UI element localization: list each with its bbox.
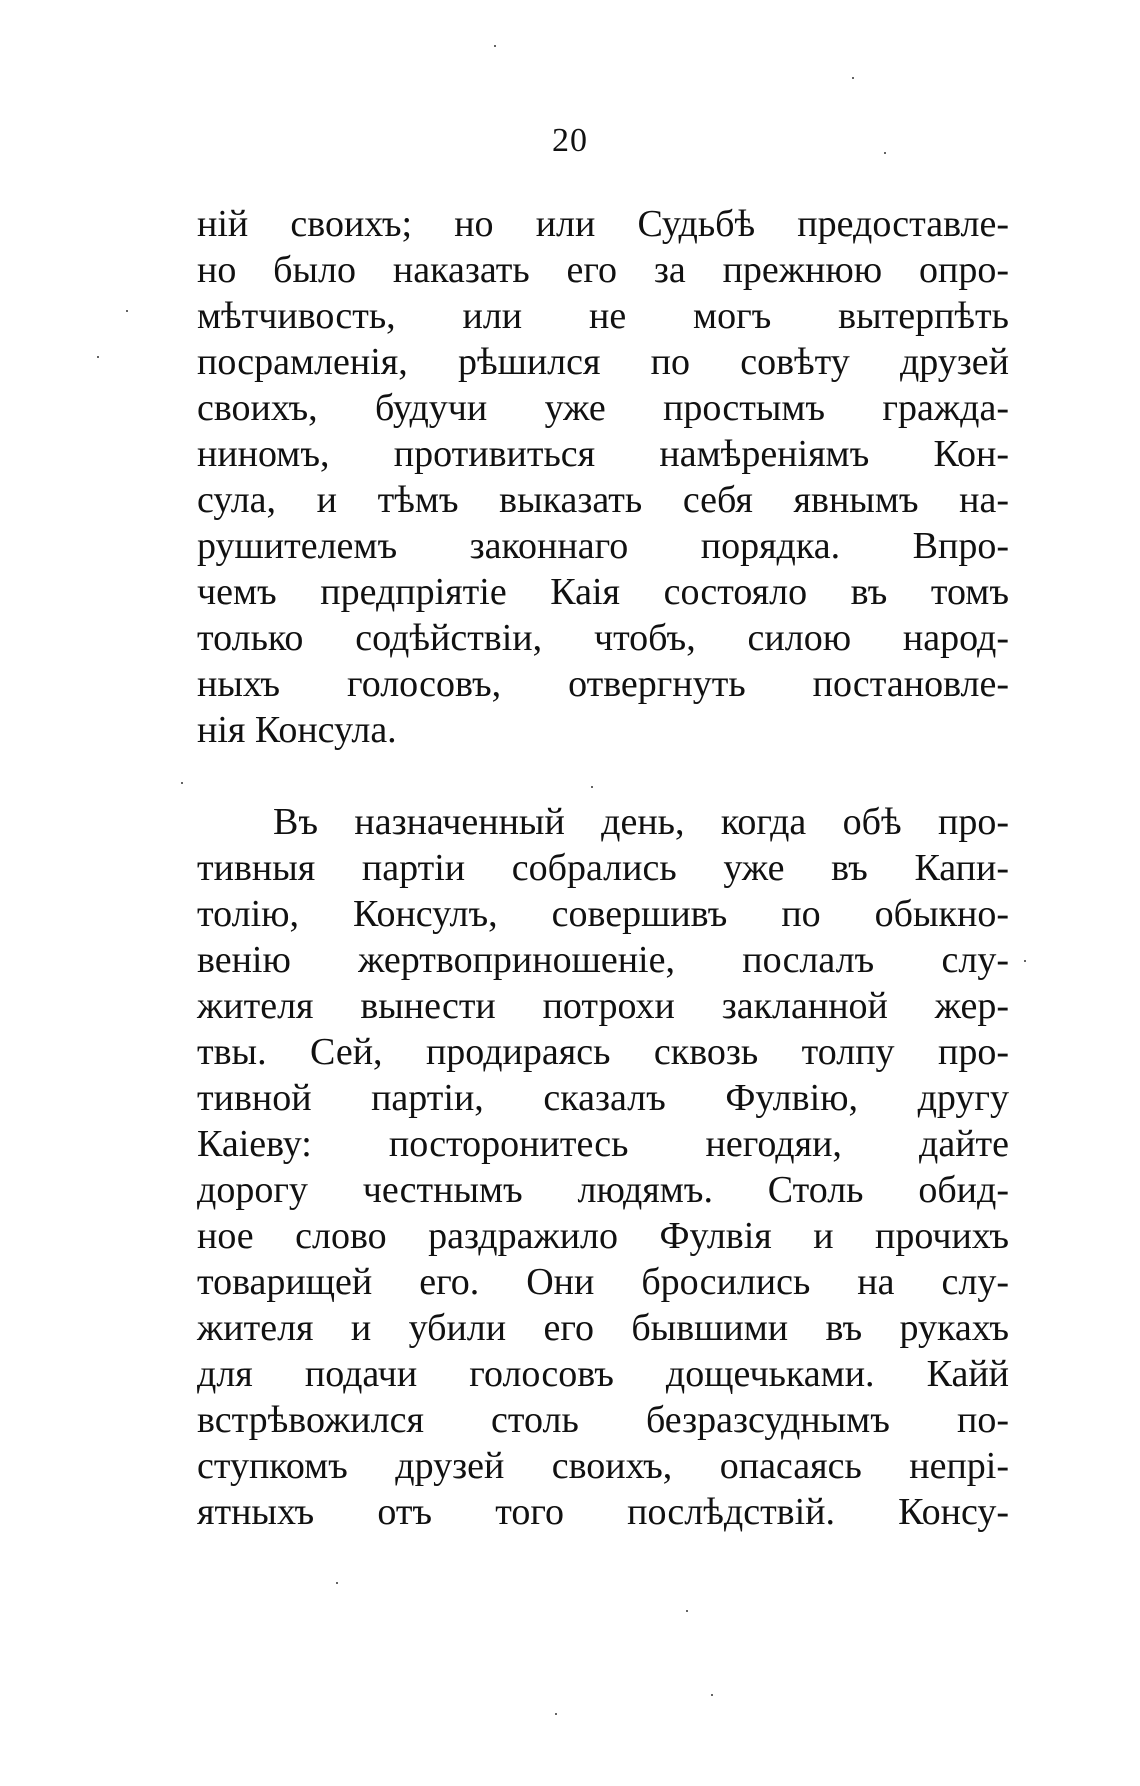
text-line: толію, Консулъ, совершивъ по обыкно- [197,893,1009,935]
text-line: ное слово раздражило Фулвія и прочихъ [197,1215,1009,1257]
text-line: своихъ, будучи уже простымъ гражда- [197,387,1009,429]
text-line: чемъ предпріятіе Каія состояло въ томъ [197,571,1009,613]
text-line: дорогу честнымъ людямъ. Столь обид- [197,1169,1009,1211]
scan-speck [97,356,99,358]
scan-speck [181,782,183,784]
scan-speck [884,152,886,154]
text-line: Въ назначенный день, когда обѣ про- [273,801,1009,843]
scan-speck [686,1610,688,1612]
text-line: но было наказать его за прежнюю опро- [197,249,1009,291]
scan-speck [494,45,496,47]
text-line: жителя и убили его бывшими въ рукахъ [197,1307,1009,1349]
paragraph-1 [197,201,1009,753]
text-line: ступкомъ друзей своихъ, опасаясь непрі- [197,1445,1009,1487]
scan-speck [591,786,593,788]
text-line: ниномъ, противиться намѣреніямъ Кон- [197,433,1009,475]
text-line: сула, и тѣмъ выказать себя явнымъ на- [197,479,1009,521]
text-line: тивныя партіи собрались уже въ Капи- [197,847,1009,889]
scan-speck [336,1582,338,1584]
text-line: рушителемъ законнаго порядка. Впро- [197,525,1009,567]
paragraph-2 [197,799,1009,1535]
text-line: ятныхъ отъ того послѣдствій. Консу- [197,1491,1009,1533]
text-line: для подачи голосовъ дощечьками. Кайй [197,1353,1009,1395]
text-line: только содѣйствіи, чтобъ, силою народ- [197,617,1009,659]
text-line: тивной партіи, сказалъ Фулвію, другу [197,1077,1009,1119]
text-line: ныхъ голосовъ, отвергнуть постановле- [197,663,1009,705]
text-line: товарищей его. Они бросились на слу- [197,1261,1009,1303]
scan-speck [711,1694,713,1696]
text-line: Каіеву: посторонитесь негодяи, дайте [197,1123,1009,1165]
text-line: встрѣвожился столь безразсуднымъ по- [197,1399,1009,1441]
text-line: твы. Сей, продираясь сквозь толпу про- [197,1031,1009,1073]
text-line: жителя вынести потрохи закланной жер- [197,985,1009,1027]
text-line: ній своихъ; но или Судьбѣ предоставле- [197,203,1009,245]
text-line: посрамленія, рѣшился по совѣту друзей [197,341,1009,383]
text-line: нія Консула. [197,709,397,751]
scan-speck [852,77,854,79]
scan-speck [555,1713,557,1715]
text-line: венію жертвоприношеніе, послалъ слу- [197,939,1009,981]
scan-speck [126,310,128,312]
scan-speck [1024,960,1026,962]
text-line: мѣтчивость, или не могъ вытерпѣть [197,295,1009,337]
page-number: 20 [552,122,588,159]
